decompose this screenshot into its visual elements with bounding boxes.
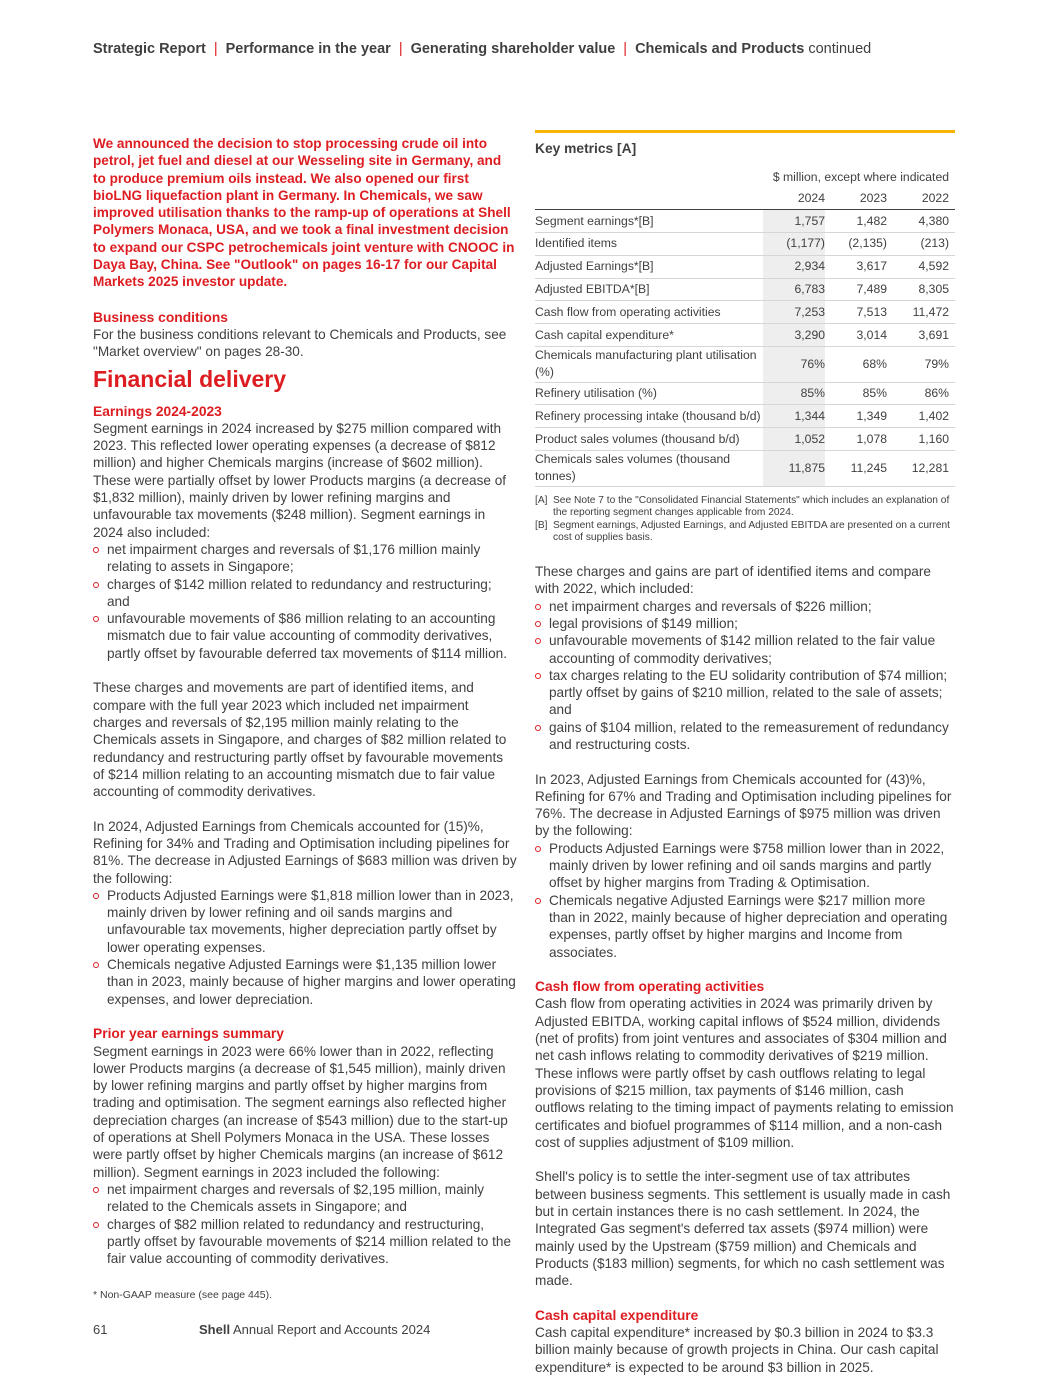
metric-label: Cash capital expenditure* xyxy=(535,324,763,347)
list-item-text: charges of $82 million related to redundancy and restructuring, partly offset by favourable movements of $214 million related to the fair value accounting of commodity derivatives. xyxy=(107,1216,512,1267)
metric-label: Chemicals manufacturing plant utilisation (%) xyxy=(535,347,763,383)
list-item-text: gains of $104 million, related to the remeasurement of redundancy and restructuring costs. xyxy=(549,719,949,752)
metric-label: Adjusted Earnings*[B] xyxy=(535,255,763,278)
list-item-text: Chemicals negative Adjusted Earnings were $1,135 million lower than in 2023, mainly because of higher margins and lower operating expenses, and lower depreciation. xyxy=(107,957,516,1007)
list-item xyxy=(93,576,517,611)
metric-label: Chemicals sales volumes (thousand tonnes) xyxy=(535,451,763,487)
breadcrumb-item: Chemicals and Products xyxy=(635,41,805,57)
cash-flow-paragraph: Cash flow from operating activities in 2024 was primarily driven by Adjusted EBITDA, working capital inflows of $524 million, dividends (net of profits) from joint ventures and associates of $304 million and net cash inflows relating to commodity derivatives of $219 million. These inflows were partly offset by cash outflows relating to legal provisions of $215 million, tax payments of $146 million, cash outflows relating to the timing impact of payments relating to emission certificates and biofuel programmes of $114 million, and a non-cash cost of supplies adjustment of $109 million. xyxy=(535,996,954,1150)
metric-value: 11,245 xyxy=(825,451,887,487)
bullet-icon xyxy=(535,621,541,627)
table-row xyxy=(535,428,955,451)
list-item xyxy=(535,632,955,667)
earnings-paragraph: These charges and movements are part of identified items, and compare with the full year 2023 which included net impairment charges and reversals of $2,195 million mainly relating to the Chemicals assets in Singapore, and charges of $82 million related to redundancy and restructuring partly offset by favourable movements of $214 million relating to an accounting mismatch due to fair value accounting of commodity derivatives. xyxy=(93,680,507,800)
list-item xyxy=(535,719,955,754)
list-item-text: net impairment charges and reversals of $226 million; xyxy=(549,598,872,614)
list-item xyxy=(535,667,955,719)
list-item-text: net impairment charges and reversals of $1,176 million mainly relating to assets in Singapore; xyxy=(107,541,481,575)
metric-value: 6,783 xyxy=(763,278,825,301)
financial-delivery-heading: Financial delivery xyxy=(93,365,287,392)
list-item xyxy=(535,615,955,632)
prior-year-heading: Prior year earnings summary xyxy=(93,1026,284,1042)
list-item xyxy=(93,541,517,576)
metric-value: 1,402 xyxy=(887,405,955,428)
bullet-icon xyxy=(535,604,541,610)
prior-year-paragraph: Segment earnings in 2023 were 66% lower than in 2022, reflecting lower Products margins (a decrease of $1,545 million), mainly driven by lower refining margins and partly offset by higher margins from trading and optimisation. The segment earnings also reflected higher depreciation charges (an increase of $543 million) due to the start-up of operations at Shell Polymers Monaca in the USA. These losses were partly offset by higher Chemicals margins (an increase of $612 million). Segment earnings in 2023 included the following: xyxy=(93,1043,508,1180)
list-item-text: net impairment charges and reversals of $2,195 million, mainly related to the Chemicals assets in Singapore; and xyxy=(107,1181,485,1215)
metric-value: 4,380 xyxy=(887,210,955,233)
metric-value: 1,052 xyxy=(763,428,825,451)
metric-label: Product sales volumes (thousand b/d) xyxy=(535,428,763,451)
footer-brand: Shell xyxy=(199,1322,231,1337)
bullet-icon xyxy=(93,1187,99,1193)
list-item-text: Products Adjusted Earnings were $1,818 million lower than in 2023, mainly driven by lower refining and oil sands margins and unfavourable tax movements, higher depreciation partly offset by lower operating expenses. xyxy=(107,887,514,955)
metric-value: 3,691 xyxy=(887,324,955,347)
list-item-text: Products Adjusted Earnings were $758 million lower than in 2022, mainly driven by lower refining and oil sands margins and partly offset by higher margins from Trading & Optimisation. xyxy=(549,840,945,891)
metric-value: 7,253 xyxy=(763,301,825,324)
page-footer xyxy=(93,1322,430,1337)
year-header: 2024 xyxy=(763,187,825,210)
note-key: [A] xyxy=(535,494,548,506)
key-metrics-header-row xyxy=(535,187,955,210)
list-item xyxy=(535,598,955,615)
metric-value: 68% xyxy=(825,347,887,383)
list-item-text: unfavourable movements of $86 million relating to an accounting mismatch due to fair value accounting of commodity derivatives, partly offset by favourable deferred tax movements of $114 million. xyxy=(107,611,507,661)
list-item-text: legal provisions of $149 million; xyxy=(549,615,738,631)
metric-label: Segment earnings*[B] xyxy=(535,210,763,233)
metric-value: 11,472 xyxy=(887,301,955,324)
adjusted-earnings-2023-paragraph: In 2023, Adjusted Earnings from Chemicals accounted for (43)%, Refining for 67% and Trading and Optimisation including pipelines for 76%. The decrease in Adjusted Earnings of $975 million was driven by the following: xyxy=(535,771,952,839)
earnings-bullets-1 xyxy=(93,541,517,662)
breadcrumb-continued: continued xyxy=(808,41,872,57)
page-number: 61 xyxy=(93,1322,108,1337)
earnings-heading: Earnings 2024-2023 xyxy=(93,403,222,419)
note-text: See Note 7 to the "Consolidated Financial Statements" which includes an explanation of the reporting segment changes applicable from 2024. xyxy=(553,494,950,519)
bullet-icon xyxy=(535,898,541,904)
earnings-paragraph: Segment earnings in 2024 increased by $275 million compared with 2023. This reflected lower operating expenses (a decrease of $812 million) and higher Chemicals margins (increase of $602 million). These were partially offset by lower Products margins (a decrease of $1,832 million), mainly driven by lower refining margins and unfavourable tax movements ($248 million). Segment earnings in 2024 also included: xyxy=(93,420,507,540)
table-row xyxy=(535,382,955,405)
cash-flow-paragraph: Shell's policy is to settle the inter-segment use of tax attributes between business segments. This settlement is usually made in cash but in certain instances there is no cash settlement. In 2024, the Integrated Gas segment's deferred tax assets ($974 million) were mainly used by the Upstream ($759 million) and Chemicals and Products ($183 million) segments, for which no cash settlement was made. xyxy=(535,1169,951,1289)
metric-value: 76% xyxy=(763,347,825,383)
bullet-icon xyxy=(93,893,99,899)
metric-label: Identified items xyxy=(535,233,763,256)
metric-value: 1,344 xyxy=(763,405,825,428)
bullet-icon xyxy=(535,638,541,644)
breadcrumb-item: Strategic Report xyxy=(93,41,206,57)
metric-value: 3,014 xyxy=(825,324,887,347)
metric-value: 85% xyxy=(763,382,825,405)
footer-title: Annual Report and Accounts 2024 xyxy=(232,1322,431,1337)
year-header: 2023 xyxy=(825,187,887,210)
list-item xyxy=(93,610,517,662)
metric-value: 1,078 xyxy=(825,428,887,451)
bullet-icon xyxy=(535,725,541,731)
left-column xyxy=(93,135,517,1305)
metric-value: 2,934 xyxy=(763,255,825,278)
key-metrics-units: $ million, except where indicated xyxy=(772,169,949,184)
non-gaap-footnote: * Non-GAAP measure (see page 445). xyxy=(93,1289,272,1302)
right-column xyxy=(535,130,955,1376)
metric-value: 79% xyxy=(887,347,955,383)
key-metrics-rule xyxy=(535,130,955,133)
metric-value: 8,305 xyxy=(887,278,955,301)
metric-value: 1,160 xyxy=(887,428,955,451)
list-item xyxy=(93,1216,517,1268)
business-conditions-heading: Business conditions xyxy=(93,309,228,325)
charges-bullets xyxy=(535,598,955,754)
bullet-icon xyxy=(93,962,99,968)
capex-heading: Cash capital expenditure xyxy=(535,1307,699,1323)
list-item-text: tax charges relating to the EU solidarity contribution of $74 million; partly offset by gains of $210 million, related to the sale of assets; and xyxy=(549,667,948,718)
breadcrumb-separator: | xyxy=(213,41,218,57)
business-conditions-text: For the business conditions relevant to Chemicals and Products, see "Market overview" on pages 28-30. xyxy=(93,326,507,360)
metric-value: 7,489 xyxy=(825,278,887,301)
key-metrics-title: Key metrics [A] xyxy=(535,141,637,156)
table-row xyxy=(535,255,955,278)
breadcrumb-item: Performance in the year xyxy=(225,41,391,57)
year-header: 2022 xyxy=(887,187,955,210)
list-item xyxy=(93,1181,517,1216)
table-row xyxy=(535,347,955,383)
table-row xyxy=(535,278,955,301)
bullet-icon xyxy=(93,582,99,588)
table-row xyxy=(535,301,955,324)
metric-label: Refinery processing intake (thousand b/d) xyxy=(535,405,763,428)
breadcrumb-separator: | xyxy=(623,41,628,57)
metric-label: Adjusted EBITDA*[B] xyxy=(535,278,763,301)
table-row xyxy=(535,451,955,487)
metric-value: 12,281 xyxy=(887,451,955,487)
list-item-text: Chemicals negative Adjusted Earnings were $217 million more than in 2022, mainly because of higher depreciation and operating expenses, partly offset by higher margins and Income from associates. xyxy=(549,892,948,960)
table-note xyxy=(535,495,955,520)
metric-value: (213) xyxy=(887,233,955,256)
capex-paragraph: Cash capital expenditure* increased by $0.3 billion in 2024 to $3.3 billion mainly because of growth projects in China. Our cash capital expenditure* is expected to be around $3 billion in 2025. xyxy=(535,1325,939,1375)
bullet-icon xyxy=(93,616,99,622)
prior-year-bullets xyxy=(93,1181,517,1267)
metric-label: Refinery utilisation (%) xyxy=(535,382,763,405)
list-item xyxy=(535,892,955,961)
metric-value: 3,617 xyxy=(825,255,887,278)
metric-value: 7,513 xyxy=(825,301,887,324)
bullet-icon xyxy=(535,673,541,679)
table-row xyxy=(535,210,955,233)
list-item xyxy=(93,956,517,1008)
metric-value: (2,135) xyxy=(825,233,887,256)
cash-flow-heading: Cash flow from operating activities xyxy=(535,979,765,995)
note-text: Segment earnings, Adjusted Earnings, and Adjusted EBITDA are presented on a current cost of supplies basis. xyxy=(553,519,950,544)
metric-value: 85% xyxy=(825,382,887,405)
note-key: [B] xyxy=(535,519,548,531)
intro-paragraph: We announced the decision to stop processing crude oil into petrol, jet fuel and diesel at our Wesseling site in Germany, and to produce premium oils instead. We also opened our first bioLNG liquefaction plant in Germany. In Chemicals, we saw improved utilisation thanks to the ramp-up of operations at Shell Polymers Monaca, USA, and we took a final investment decision to expand our CSPC petrochemicals joint venture with CNOOC in Daya Bay, China. See "Outlook" on pages 16-17 for our Capital Markets 2025 investor update. xyxy=(93,136,515,290)
breadcrumb xyxy=(93,41,871,57)
table-row xyxy=(535,405,955,428)
charges-paragraph: These charges and gains are part of identified items and compare with 2022, which included: xyxy=(535,564,931,597)
key-metrics-notes xyxy=(535,495,955,545)
earnings-paragraph: In 2024, Adjusted Earnings from Chemicals accounted for (15)%, Refining for 34% and Trading and Optimisation including pipelines for 81%. The decrease in Adjusted Earnings of $683 million was driven by the following: xyxy=(93,818,517,886)
metric-value: 1,757 xyxy=(763,210,825,233)
bullet-icon xyxy=(93,1222,99,1228)
table-row xyxy=(535,233,955,256)
table-row xyxy=(535,324,955,347)
list-item-text: unfavourable movements of $142 million related to the fair value accounting of commodity derivatives; xyxy=(549,633,936,666)
bullet-icon xyxy=(535,846,541,852)
key-metrics-table xyxy=(535,167,955,486)
bullet-icon xyxy=(93,547,99,553)
breadcrumb-item: Generating shareholder value xyxy=(410,41,616,57)
metric-value: 1,349 xyxy=(825,405,887,428)
metric-value: 1,482 xyxy=(825,210,887,233)
metric-value: 11,875 xyxy=(763,451,825,487)
earnings-bullets-2 xyxy=(93,887,517,1008)
metric-value: 86% xyxy=(887,382,955,405)
adjusted-earnings-2023-bullets xyxy=(535,840,955,961)
metric-value: (1,177) xyxy=(763,233,825,256)
metric-value: 4,592 xyxy=(887,255,955,278)
table-note xyxy=(535,520,955,545)
list-item-text: charges of $142 million related to redundancy and restructuring; and xyxy=(107,576,492,609)
metric-label: Cash flow from operating activities xyxy=(535,301,763,324)
list-item xyxy=(93,887,517,956)
metric-value: 3,290 xyxy=(763,324,825,347)
breadcrumb-separator: | xyxy=(398,41,403,57)
list-item xyxy=(535,840,955,892)
